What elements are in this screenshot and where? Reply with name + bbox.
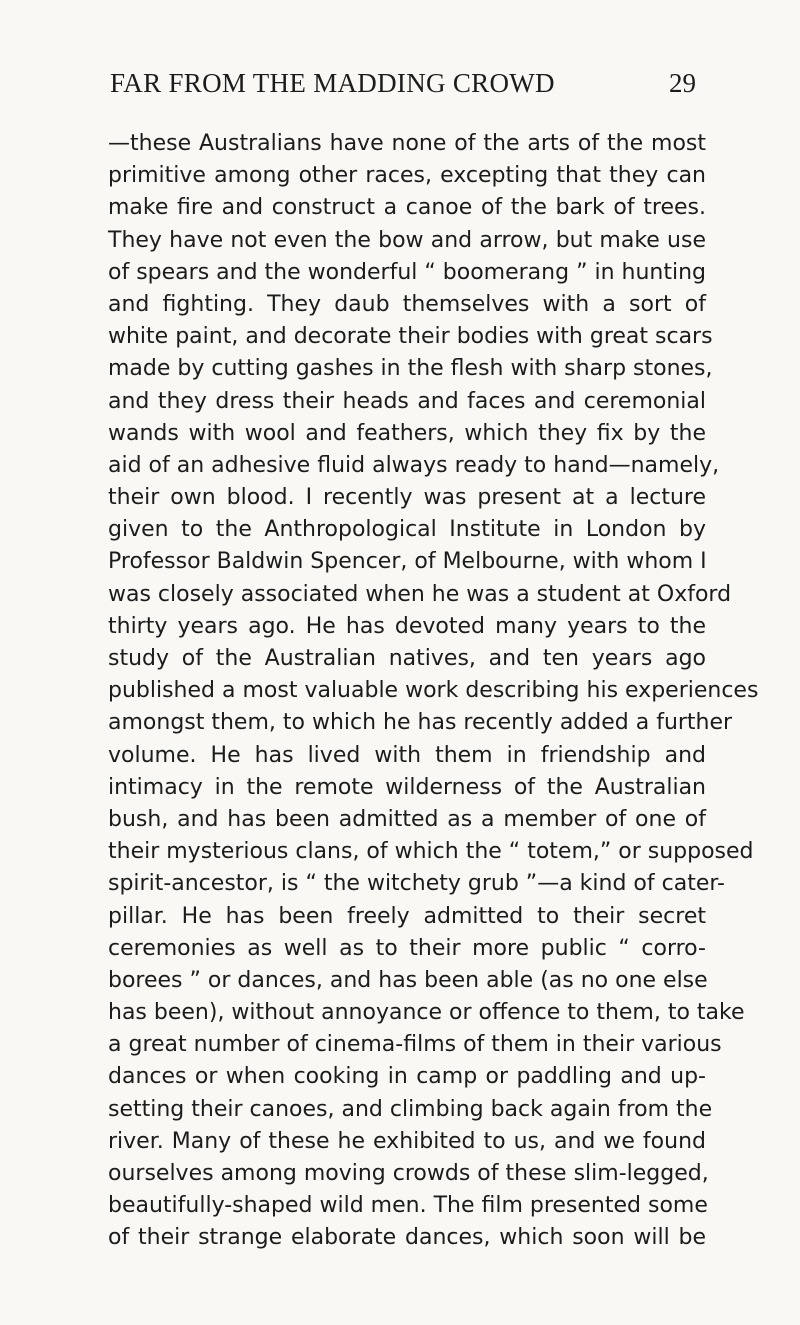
- text-line: Professor Baldwin Spencer, of Melbourne, with whom I: [108, 549, 707, 575]
- text-line: their mysterious clans, of which the “ totem,” or supposed: [108, 839, 754, 865]
- body-text: [108, 128, 759, 1255]
- text-line: published a most valuable work describing his experiences: [108, 678, 759, 704]
- text-line: wands with wool and feathers, which they fix by the: [108, 420, 706, 446]
- text-line: They have not even the bow and arrow, but make use: [108, 227, 706, 253]
- text-line: borees ” or dances, and has been able (as no one else: [108, 967, 708, 993]
- text-line: river. Many of these he exhibited to us, and we found: [108, 1128, 706, 1154]
- text-line: dances or when cooking in camp or paddling and up-: [108, 1064, 706, 1090]
- text-line: setting their canoes, and climbing back again from the: [108, 1096, 713, 1122]
- text-line: and they dress their heads and faces and ceremonial: [108, 388, 706, 414]
- text-line: make fire and construct a canoe of the bark of trees.: [108, 195, 706, 221]
- text-line: given to the Anthropological Institute in London by: [108, 517, 706, 543]
- text-line: their own blood. I recently was present at a lecture: [108, 485, 706, 511]
- text-line: intimacy in the remote wilderness of the Australian: [108, 774, 706, 800]
- text-line: thirty years ago. He has devoted many years to the: [108, 613, 706, 639]
- text-line: a great number of cinema-films of them in their various: [108, 1032, 722, 1058]
- text-line: primitive among other races, excepting that they can: [108, 163, 706, 189]
- text-line: ourselves among moving crowds of these slim-legged,: [108, 1161, 709, 1186]
- text-line: white paint, and decorate their bodies with great scars: [108, 324, 713, 350]
- text-line: was closely associated when he was a student at Oxford: [108, 581, 732, 607]
- text-line: aid of an adhesive fluid always ready to hand—namely,: [108, 452, 720, 478]
- text-line: of their strange elaborate dances, which soon will be: [108, 1225, 706, 1251]
- text-line: of spears and the wonderful “ boomerang ” in hunting: [108, 259, 706, 285]
- text-line: has been), without annoyance or offence to them, to take: [108, 1000, 745, 1026]
- text-line: amongst them, to which he has recently added a further: [108, 710, 733, 736]
- running-head: FAR FROM THE MADDING CROWD: [110, 68, 555, 98]
- text-line: spirit-ancestor, is “ the witchety grub ”—a kind of cater-: [108, 871, 725, 897]
- text-line: made by cutting gashes in the flesh with sharp stones,: [108, 356, 713, 382]
- text-line: pillar. He has been freely admitted to their secret: [108, 903, 706, 929]
- text-line: and fighting. They daub themselves with a sort of: [108, 291, 706, 317]
- page-number: 29: [669, 68, 696, 98]
- text-line: study of the Australian natives, and ten years ago: [108, 646, 706, 671]
- text-line: —these Australians have none of the arts of the most: [108, 131, 706, 156]
- text-line: ceremonies as well as to their more public “ corro-: [108, 935, 706, 961]
- text-line: volume. He has lived with them in friendship and: [108, 742, 706, 768]
- page-header: [104, 66, 704, 100]
- text-line: beautifully-shaped wild men. The film presented some: [108, 1193, 708, 1219]
- text-line: bush, and has been admitted as a member of one of: [108, 806, 706, 832]
